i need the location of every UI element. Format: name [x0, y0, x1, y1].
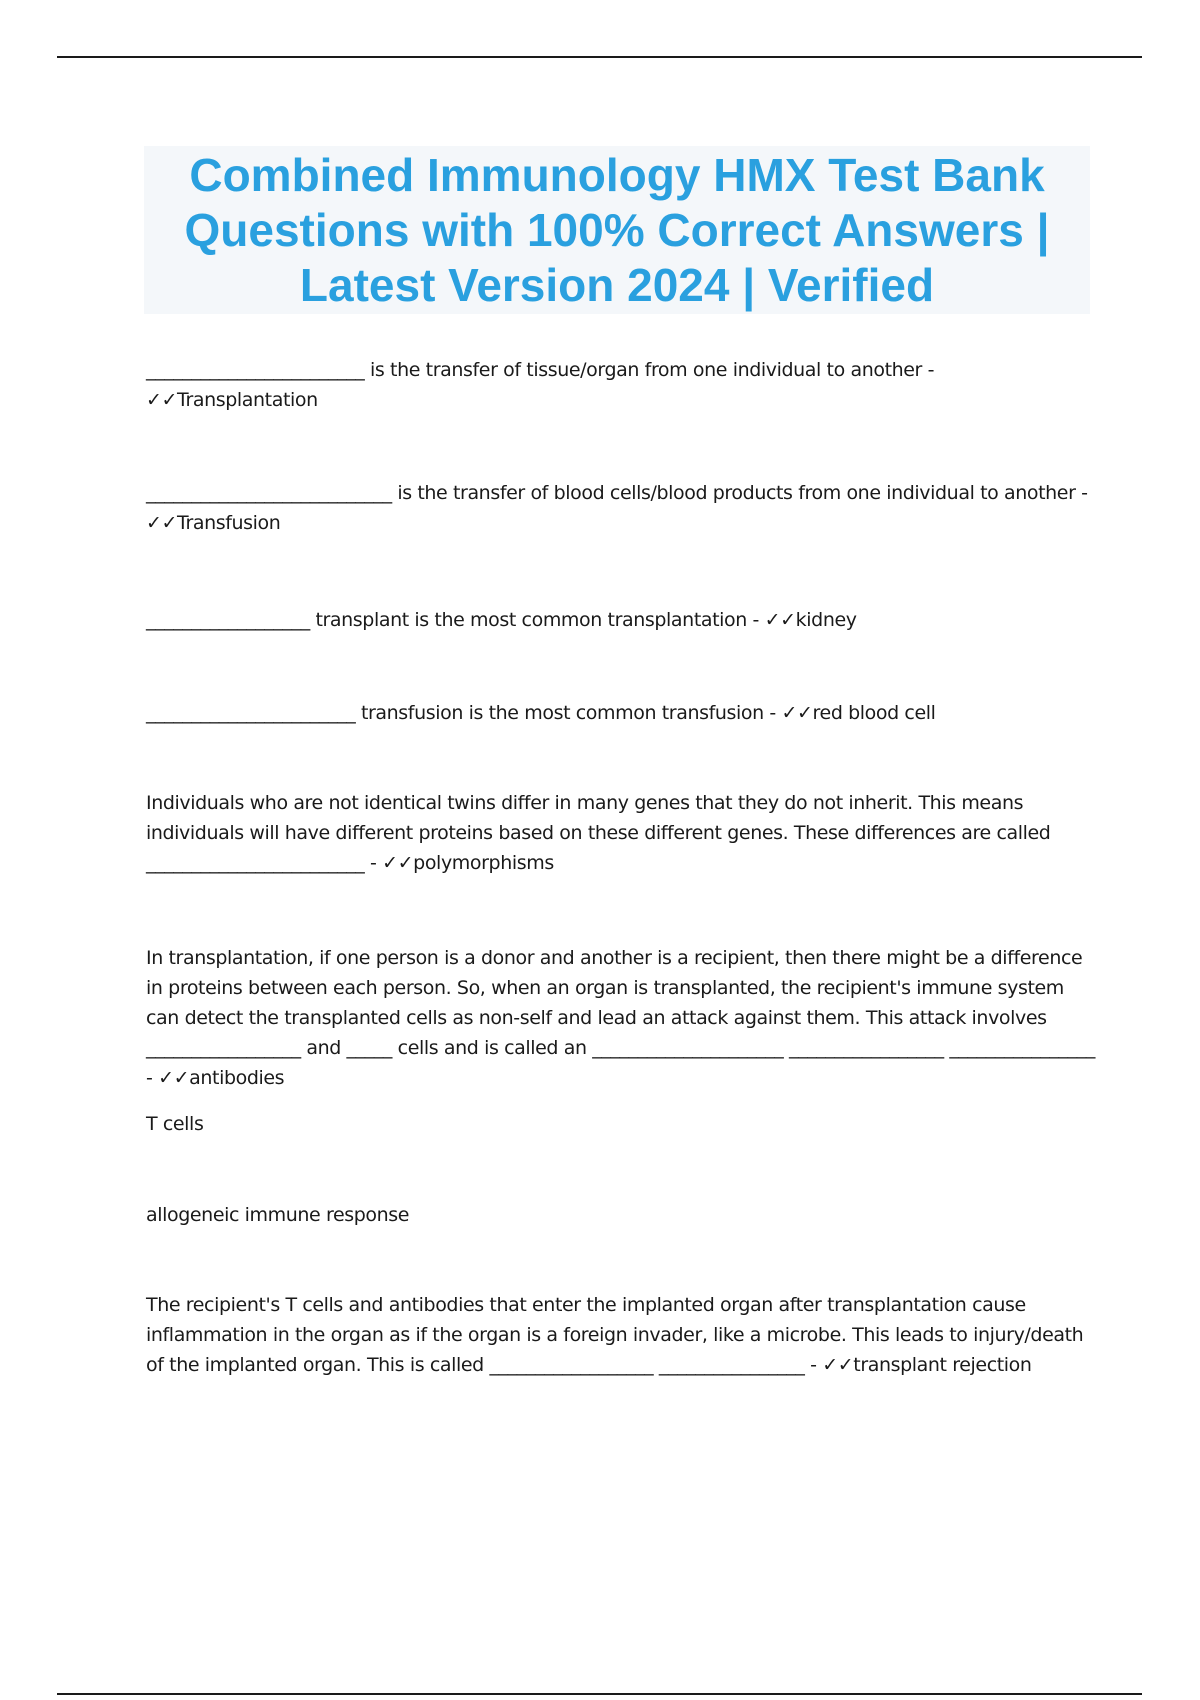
question-item-7: The recipient's T cells and antibodies that enter the implanted organ after transplantation cause inflammation in the organ as if the organ is a foreign invader, like a microbe. This leads to injury/death of the implanted organ. This is called __________________ ________________ - ✓✓transplant rejection — [146, 1294, 1084, 1376]
question-item-6: In transplantation, if one person is a donor and another is a recipient, then there might be a difference in proteins between each person. So, when an organ is transplanted, the recipient's immune system can detect the transplanted cells as non-self and lead an attack against them. This attack involves _________________ and _____ cells and is called an _____________________ _________________ ________________ - ✓✓antibodies — [146, 947, 1095, 1089]
question-item-5: Individuals who are not identical twins differ in many genes that they do not inherit. This means individuals will have different proteins based on these different genes. These differences are called ________________________ - ✓✓polymorphisms — [146, 792, 1051, 874]
answer-line-allogeneic: allogeneic immune response — [146, 1204, 410, 1226]
question-item-2: ___________________________ is the transfer of blood cells/blood products from one individual to another - ✓✓Transfusion — [146, 482, 1088, 534]
document-title: Combined Immunology HMX Test Bank Questions with 100% Correct Answers | Latest Version 2024 | Verified — [184, 148, 1050, 311]
question-item-4: _______________________ transfusion is the most common transfusion - ✓✓red blood cell — [146, 702, 936, 724]
bottom-rule — [57, 1693, 1142, 1695]
question-item-3: __________________ transplant is the most common transplantation - ✓✓kidney — [146, 609, 857, 631]
answer-line-t-cells: T cells — [146, 1113, 204, 1135]
top-rule — [57, 56, 1142, 58]
title-banner — [144, 146, 1090, 314]
question-item-1: ________________________ is the transfer of tissue/organ from one individual to another - ✓✓Transplantation — [146, 359, 935, 411]
